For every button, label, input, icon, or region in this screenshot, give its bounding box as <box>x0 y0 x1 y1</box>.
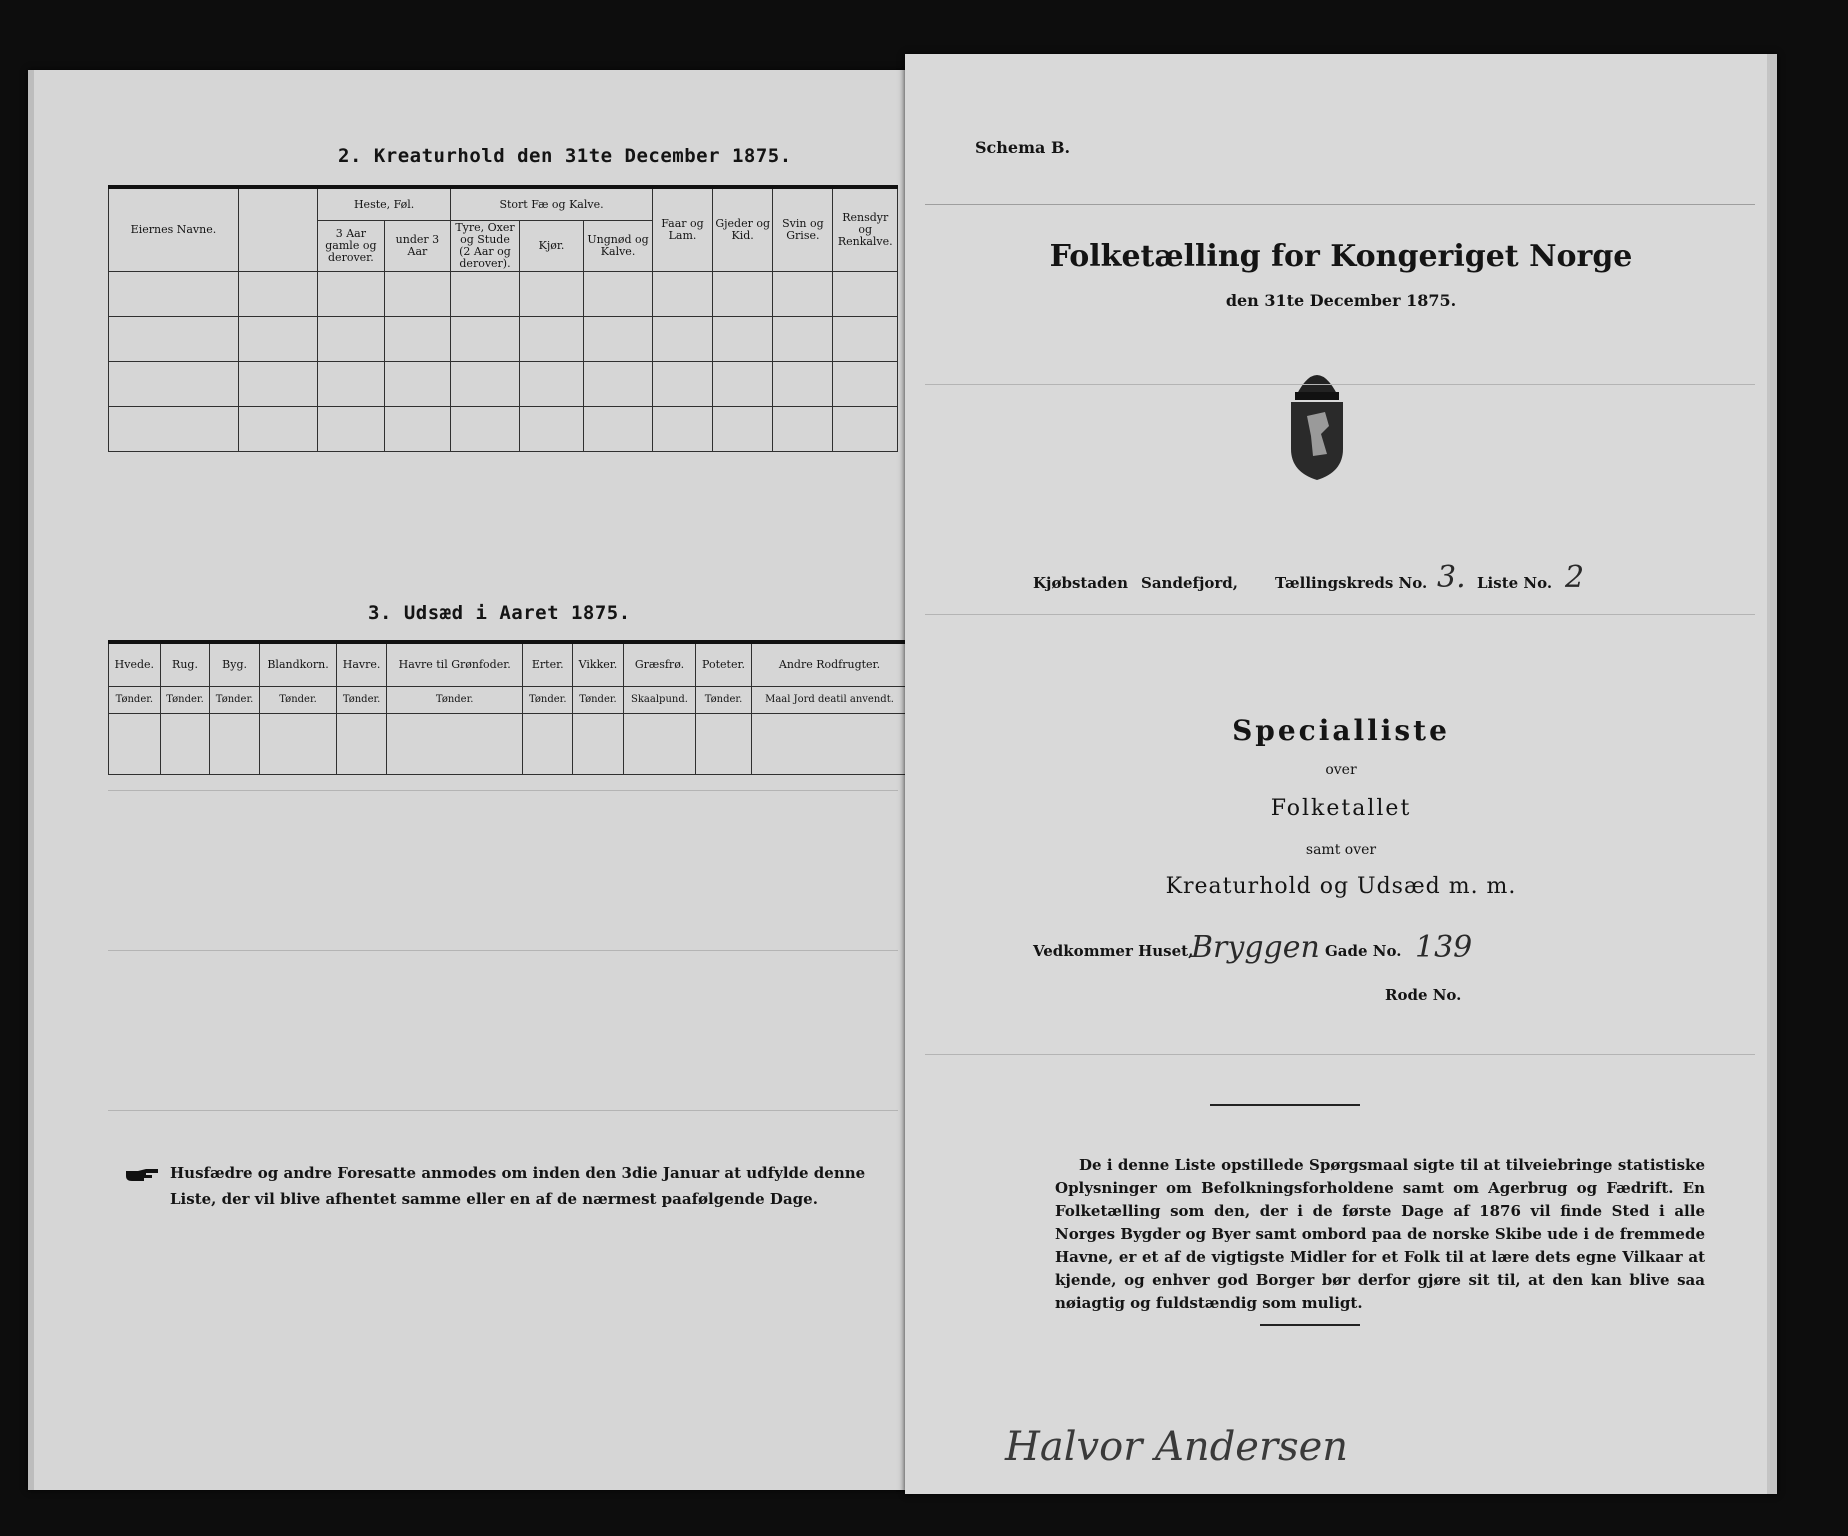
sowing-header-cell: Erter. <box>523 642 573 687</box>
header-cattle-a: Tyre, Oxer og Stude (2 Aar og derover). <box>451 221 520 272</box>
sowing-header-cell: Poteter. <box>696 642 752 687</box>
kreds-label: Tællingskreds No. <box>1275 574 1428 592</box>
header-owner: Eiernes Navne. <box>109 187 239 272</box>
explanation-paragraph: De i denne Liste opstillede Spørgsmaal sigte til at tilveiebringe statistiske Oplysninger om Befolkningsforholdene samt om Agerbrug og Fædrift. En Folketælling som den, der i de første Dage af 1876 vil finde Sted i alle Norges Bygder og Byer samt ombord paa de norske Skibe ude i de fremmede Havne, er et af de vigtigste Midler for et Folk til at lære dets egne Vilkaar at kjende, og enhver god Borger bør derfor gjøre sit til, at den kan blive saa nøiagtig og fuldstændig som muligt. <box>1055 1156 1705 1312</box>
sowing-header-cell: Hvede. <box>109 642 161 687</box>
sowing-unit-cell: Tønder. <box>696 687 752 714</box>
sowing-unit-cell: Tønder. <box>573 687 624 714</box>
livestock-table <box>108 185 898 452</box>
sowing-unit-row <box>109 687 908 714</box>
pointing-hand-icon <box>124 1167 160 1185</box>
header-cattle-b: Kjør. <box>519 221 583 272</box>
sowing-value-cell <box>623 714 695 775</box>
sowing-value-cell <box>751 714 907 775</box>
sowing-header-cell: Havre til Grønfoder. <box>386 642 523 687</box>
over-text: over <box>1325 762 1357 778</box>
kreaturhold-heading: Kreaturhold og Udsæd m. m. <box>1165 874 1517 899</box>
header-blank <box>238 187 317 272</box>
sowing-header-cell: Andre Rodfrugter. <box>751 642 907 687</box>
sowing-header-cell: Vikker. <box>573 642 624 687</box>
sowing-header-cell: Havre. <box>337 642 387 687</box>
sowing-unit-cell: Tønder. <box>259 687 336 714</box>
schema-label: Schema B. <box>975 138 1071 157</box>
section3-title: 3. Udsæd i Aaret 1875. <box>368 602 631 624</box>
census-date: den 31te December 1875. <box>1225 291 1457 310</box>
page-edge <box>28 70 34 1490</box>
sowing-unit-cell: Tønder. <box>160 687 210 714</box>
sowing-value-cell <box>337 714 387 775</box>
sowing-unit-cell: Tønder. <box>210 687 260 714</box>
sowing-empty-row <box>109 714 908 775</box>
header-pigs: Svin og Grise. <box>773 187 833 272</box>
header-cattle-c: Ungnød og Kalve. <box>584 221 653 272</box>
liste-label: Liste No. <box>1477 574 1553 592</box>
sowing-unit-cell: Tønder. <box>337 687 387 714</box>
rode-label: Rode No. <box>1385 986 1462 1004</box>
signature: Halvor Andersen <box>1005 1424 1349 1470</box>
folketallet-heading: Folketallet <box>1270 796 1412 821</box>
kjobstad-value: Sandefjord, <box>1141 574 1238 592</box>
gade-label: Gade No. <box>1325 942 1402 960</box>
vedkommer-value: Bryggen <box>1191 930 1320 965</box>
sowing-value-cell <box>210 714 260 775</box>
sowing-value-cell <box>523 714 573 775</box>
coat-of-arms-icon <box>1277 354 1357 484</box>
gade-value: 139 <box>1415 930 1473 965</box>
left-page <box>28 70 908 1490</box>
header-sheep: Faar og Lam. <box>652 187 712 272</box>
sowing-unit-cell: Tønder. <box>523 687 573 714</box>
census-title: Folketælling for Kongeriget Norge <box>1049 239 1633 274</box>
kjobstad-label: Kjøbstaden <box>1033 574 1128 592</box>
sowing-unit-cell: Skaalpund. <box>623 687 695 714</box>
sowing-value-cell <box>109 714 161 775</box>
right-page <box>905 54 1777 1494</box>
sowing-unit-cell: Maal Jord deatil anvendt. <box>751 687 907 714</box>
sowing-header-cell: Byg. <box>210 642 260 687</box>
sowing-value-cell <box>160 714 210 775</box>
sowing-value-cell <box>573 714 624 775</box>
sowing-value-cell <box>386 714 523 775</box>
sowing-header-cell: Græsfrø. <box>623 642 695 687</box>
header-goats: Gjeder og Kid. <box>713 187 773 272</box>
sowing-header-row <box>109 642 908 687</box>
sowing-table <box>108 640 908 775</box>
sowing-value-cell <box>696 714 752 775</box>
sowing-unit-cell: Tønder. <box>109 687 161 714</box>
sowing-value-cell <box>259 714 336 775</box>
samt-over-text: samt over <box>1305 842 1377 858</box>
sowing-unit-cell: Tønder. <box>386 687 523 714</box>
header-horse-a: 3 Aar gamle og derover. <box>318 221 385 272</box>
header-reindeer: Rensdyr og Renkalve. <box>833 187 898 272</box>
liste-value: 2 <box>1565 560 1585 595</box>
header-cattle: Stort Fæ og Kalve. <box>451 187 653 221</box>
specialliste-heading: Specialliste <box>1232 714 1450 747</box>
sowing-header-cell: Blandkorn. <box>259 642 336 687</box>
vedkommer-label: Vedkommer Huset, <box>1033 942 1194 960</box>
header-horse-b: under 3 Aar <box>384 221 451 272</box>
sowing-header-cell: Rug. <box>160 642 210 687</box>
kreds-value: 3. <box>1437 560 1466 595</box>
header-horses: Heste, Føl. <box>318 187 451 221</box>
fill-in-note: Husfædre og andre Foresatte anmodes om inden den 3die Januar at udfylde denne Liste, der vil blive afhentet samme eller en af de nærmest paafølgende Dage. <box>170 1164 866 1208</box>
section2-title: 2. Kreaturhold den 31te December 1875. <box>338 145 792 167</box>
